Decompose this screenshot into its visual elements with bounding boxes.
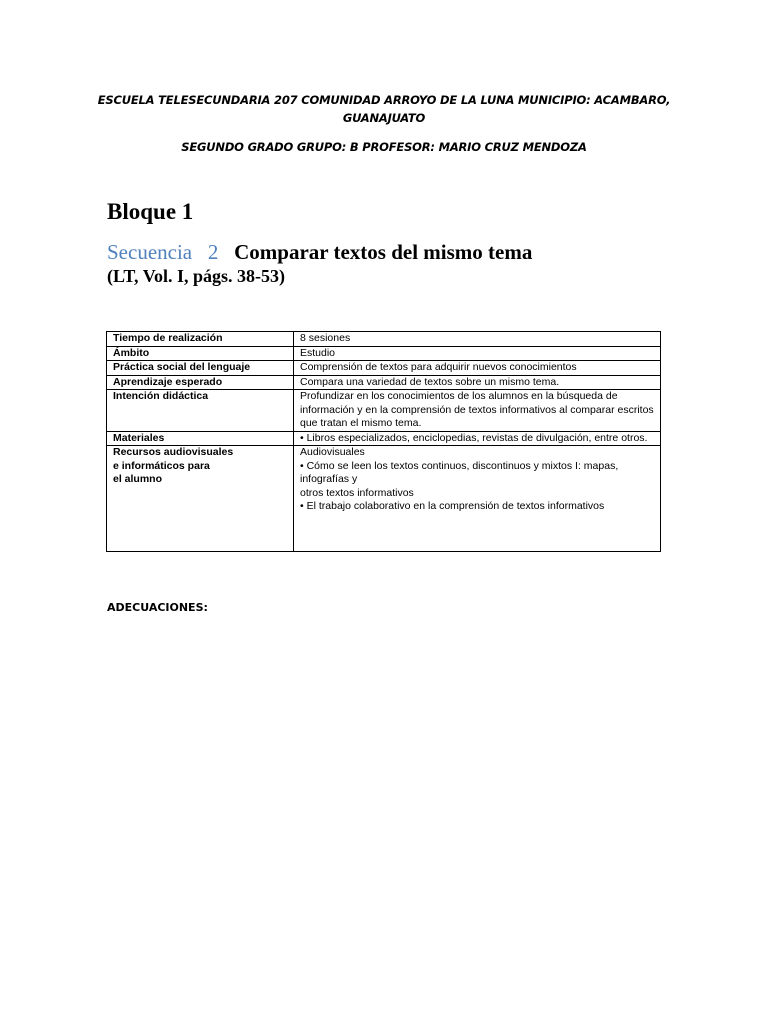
grade-teacher-line: SEGUNDO GRADO GRUPO: B PROFESOR: MARIO CRUZ MENDOZA [181, 140, 587, 154]
row-label: Tiempo de realización [107, 332, 294, 347]
row-value-line: 8 sesiones [300, 332, 351, 344]
adecuaciones-label: ADECUACIONES: [107, 601, 208, 614]
table-row [107, 390, 661, 432]
row-value [294, 431, 661, 446]
sequence-label: Secuencia [107, 240, 193, 264]
row-value-line: otros textos informativos [300, 486, 414, 499]
table-row [107, 375, 661, 390]
row-value-line: Estudio [300, 346, 336, 359]
table-row [107, 332, 661, 347]
block-title: Bloque 1 [107, 199, 194, 224]
row-value-line: Comprensión de textos para adquirir nuevos conocimientos [300, 361, 577, 373]
school-header-line: ESCUELA TELESECUNDARIA 207 COMUNIDAD ARROYO DE LA LUNA MUNICIPIO: ACAMBARO, [97, 93, 671, 107]
row-value-line: • Cómo se leen los textos continuos, discontinuos y mixtos I: mapas, infografías y [300, 459, 619, 485]
row-value [294, 361, 661, 376]
row-label: Recursos audiovisuales e informáticos para el alumno [107, 446, 294, 552]
row-label: Intención didáctica [107, 390, 294, 432]
textbook-reference: (LT, Vol. I, págs. 38-53) [107, 266, 286, 286]
row-value-line: • Libros especializados, enciclopedias, revistas de divulgación, entre otros. [300, 431, 648, 444]
planning-table [106, 331, 661, 552]
row-value [294, 346, 661, 361]
table-row [107, 446, 661, 552]
row-value-line: • El trabajo colaborativo en la comprensión de textos informativos [300, 500, 605, 512]
row-value [294, 375, 661, 390]
table-row [107, 361, 661, 376]
sequence-title: Comparar textos del mismo tema [234, 240, 533, 264]
row-label: Ámbito [107, 346, 294, 361]
school-header-location: GUANAJUATO [342, 111, 426, 125]
row-value-line: Audiovisuales [300, 446, 365, 458]
row-label: Aprendizaje esperado [107, 375, 294, 390]
sequence-number: 2 [207, 240, 219, 264]
row-label: Práctica social del lenguaje [107, 361, 294, 376]
row-value [294, 390, 661, 432]
table-row [107, 431, 661, 446]
row-label: Materiales [107, 431, 294, 446]
row-value-line: Profundizar en los conocimientos de los alumnos en la búsqueda de información y en la comprensión de textos informativos al comparar escritos que tratan el mismo tema. [300, 390, 654, 429]
sequence-heading [107, 240, 532, 265]
row-value [294, 332, 661, 347]
row-value-line: Compara una variedad de textos sobre un mismo tema. [300, 375, 560, 388]
row-value [294, 446, 661, 552]
table-row [107, 346, 661, 361]
